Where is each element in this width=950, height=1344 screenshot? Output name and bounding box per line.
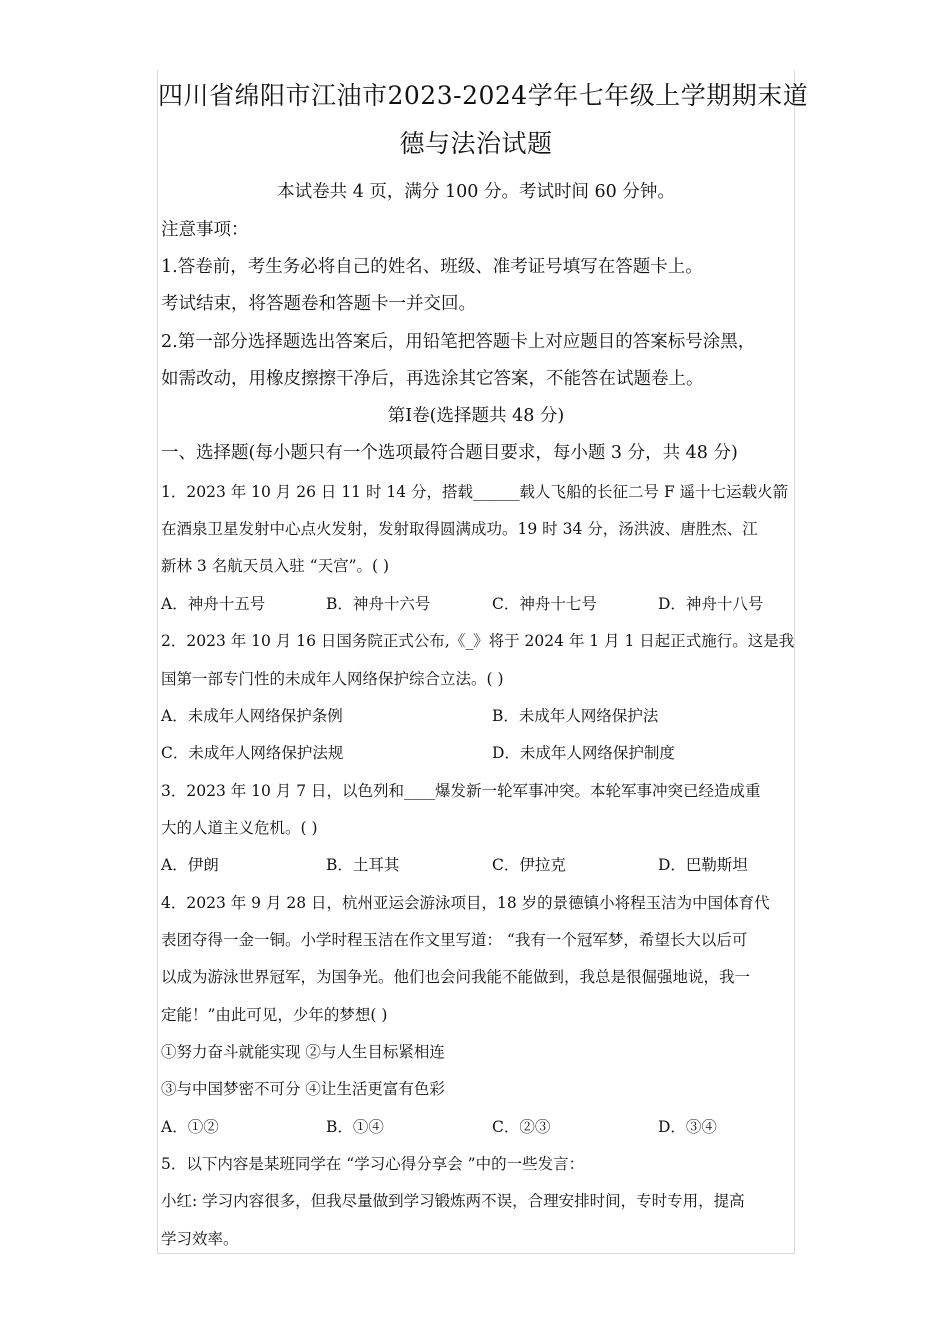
- q2-option-d: D．未成年人网络保护制度: [492, 744, 675, 762]
- exam-page: [157, 70, 809, 1254]
- q4-option-c: C．②③: [492, 1118, 551, 1136]
- q4-statements-1: ①努力奋斗就能实现 ②与人生目标紧相连: [161, 1043, 445, 1061]
- q3-option-d: D．巴勒斯坦: [658, 856, 748, 874]
- q1-option-a: A．神舟十五号: [161, 595, 266, 613]
- notice-item-2-cont: 如需改动，用橡皮擦擦干净后，再选涂其它答案，不能答在试题卷上。: [161, 369, 704, 389]
- q4-text-line-2: 表团夺得一金一铜。小学时程玉洁在作文里写道： “我有一个冠军梦，希望长大以后可: [161, 931, 748, 949]
- q3-option-c: C．伊拉克: [492, 856, 566, 874]
- q5-text-line-3: 学习效率。: [161, 1230, 239, 1248]
- q1-option-d: D．神舟十八号: [658, 595, 764, 613]
- q2-option-a: A．未成年人网络保护条例: [161, 707, 343, 725]
- q3-option-b: B．土耳其: [326, 856, 400, 874]
- notice-item-1-cont: 考试结束，将答题卷和答题卡一并交回。: [161, 294, 476, 314]
- notice-item-1: 1.答卷前，考生务必将自己的姓名、班级、准考证号填写在答题卡上。: [161, 257, 703, 277]
- section-1-heading: 一、选择题(每小题只有一个选项最符合题目要求，每小题 3 分，共 48 分): [161, 443, 738, 463]
- q4-text-line-1: 4．2023 年 9 月 28 日，杭州亚运会游泳项目，18 岁的景德镇小将程玉洁为中国体育代: [161, 894, 770, 912]
- q2-text-line-1: 2．2023 年 10 月 16 日国务院正式公布,《_》将于 2024 年 1 月 1 日起正式施行。这是我: [161, 632, 795, 650]
- q4-option-d: D．③④: [658, 1118, 717, 1136]
- q2-option-c: C．未成年人网络保护法规: [161, 744, 344, 762]
- q1-option-b: B．神舟十六号: [326, 595, 431, 613]
- notice-item-2: 2.第一部分选择题选出答案后，用铅笔把答题卡上对应题目的答案标号涂黑，: [161, 332, 756, 352]
- part-1-heading: 第Ⅰ卷(选择题共 48 分): [387, 406, 565, 426]
- q2-text-line-2: 国第一部专门性的未成年人网络保护综合立法。( ): [161, 670, 504, 688]
- q2-option-b: B．未成年人网络保护法: [492, 707, 659, 725]
- q4-text-line-3: 以成为游泳世界冠军，为国争光。他们也会问我能不能做到，我总是很倔强地说，我一: [161, 968, 751, 986]
- q3-text-line-2: 大的人道主义危机。( ): [161, 819, 318, 837]
- q1-text-line-1: 1．2023 年 10 月 26 日 11 时 14 分，搭载______载人飞船的长征二号 F 遥十七运载火箭: [161, 483, 789, 501]
- q4-text-line-4: 定能！”由此可见，少年的梦想( ): [161, 1006, 388, 1024]
- q1-text-line-3: 新林 3 名航天员入驻 “天宫”。( ): [161, 557, 390, 575]
- q5-text-line-2: 小红: 学习内容很多，但我尽量做到学习锻炼两不误，合理安排时间，专时专用，提高: [161, 1192, 745, 1210]
- exam-title-line-2: 德与法治试题: [399, 129, 553, 158]
- q4-option-a: A．①②: [161, 1118, 219, 1136]
- q4-option-b: B．①④: [326, 1118, 384, 1136]
- q5-text-line-1: 5．以下内容是某班同学在 “学习心得分享会 ”中的一些发言：: [161, 1155, 585, 1173]
- q4-statements-2: ③与中国梦密不可分 ④让生活更富有色彩: [161, 1080, 445, 1098]
- q3-option-a: A．伊朗: [161, 856, 219, 874]
- q1-option-c: C．神舟十七号: [492, 595, 597, 613]
- notice-heading: 注意事项：: [161, 220, 249, 240]
- q3-text-line-1: 3．2023 年 10 月 7 日，以色列和____爆发新一轮军事冲突。本轮军事冲突已经造成重: [161, 782, 761, 800]
- exam-title-line-1: 四川省绵阳市江油市2023-2024学年七年级上学期期末道: [158, 81, 809, 110]
- exam-intro: 本试卷共 4 页，满分 100 分。考试时间 60 分钟。: [277, 182, 675, 202]
- q1-text-line-2: 在酒泉卫星发射中心点火发射，发射取得圆满成功。19 时 34 分，汤洪波、唐胜杰、江: [161, 520, 758, 538]
